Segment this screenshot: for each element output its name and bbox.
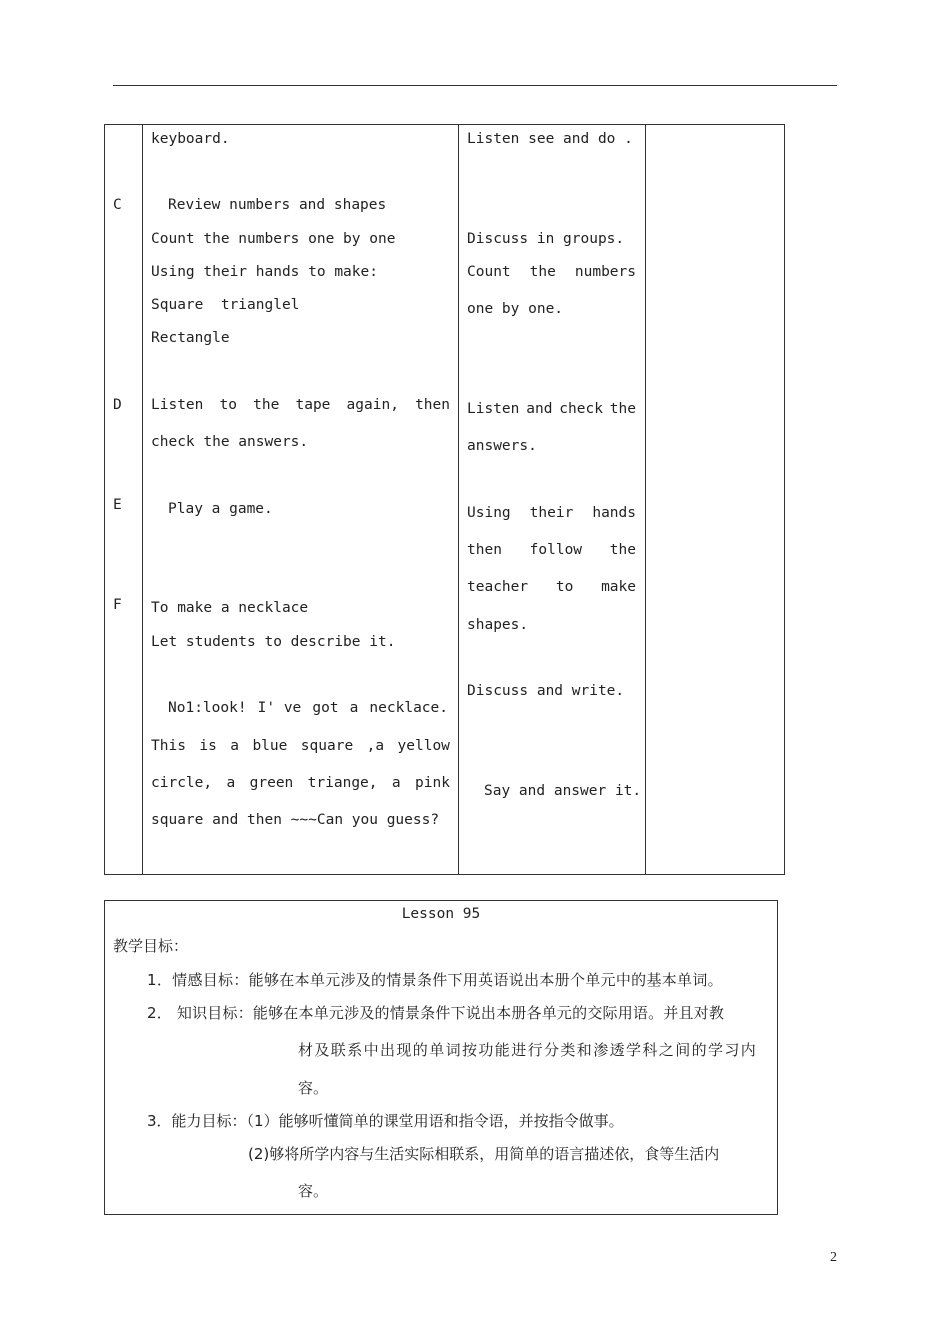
students-discuss-write: Discuss and write.	[467, 683, 625, 699]
lesson-title: Lesson 95	[401, 906, 481, 922]
word: check	[559, 401, 603, 417]
goal-3-line-1: 3．能力目标：（1）能够听懂简单的课堂用语和指令语，并按指令做事。	[147, 1112, 624, 1130]
word: is	[199, 738, 217, 754]
word: the	[609, 401, 636, 417]
word: the	[529, 264, 556, 280]
procedure-check-answers: check the answers.	[151, 434, 309, 450]
word: then	[467, 542, 502, 558]
procedure-describe: Let students to describe it.	[151, 634, 396, 650]
students-listen-check	[467, 402, 636, 417]
word: again,	[346, 397, 399, 413]
word: the	[609, 542, 636, 558]
students-listen-see: Listen see and do .	[467, 131, 633, 147]
word: Listen	[467, 401, 520, 417]
students-one-by-one: one by one.	[467, 301, 564, 317]
step-letter-f: F	[113, 597, 122, 613]
word: follow	[529, 542, 583, 558]
word: ,a	[366, 738, 385, 754]
word: teacher	[467, 579, 529, 595]
word: tape	[295, 397, 331, 413]
word: then	[415, 397, 450, 413]
students-shapes: shapes.	[467, 617, 529, 633]
word: and	[526, 401, 553, 417]
word: blue	[252, 738, 288, 754]
word: I' ve	[257, 700, 302, 716]
step-letter-d: D	[113, 397, 122, 413]
students-count	[467, 265, 636, 280]
word: to	[219, 397, 237, 413]
students-then	[467, 543, 636, 558]
word: yellow	[397, 738, 450, 754]
procedure-keyboard: keyboard.	[151, 131, 230, 147]
header-rule	[113, 85, 837, 86]
word: This	[151, 738, 186, 754]
students-discuss-groups: Discuss in groups.	[467, 231, 625, 247]
goal-3-line-2: (2)够将所学内容与生活实际相联系，用简单的语言描述依，食等生活内	[248, 1145, 720, 1163]
procedure-this-is	[151, 739, 450, 754]
word: the	[253, 397, 280, 413]
procedure-rectangle: Rectangle	[151, 330, 230, 346]
word: square	[300, 738, 354, 754]
word: circle,	[151, 775, 213, 791]
procedure-no1	[168, 701, 448, 716]
procedure-using-hands: Using their hands to make:	[151, 264, 378, 280]
word: Count	[467, 264, 511, 280]
word: hands	[592, 505, 636, 521]
word: a	[226, 775, 236, 791]
procedure-count: Count the numbers one by one	[151, 231, 396, 247]
procedure-necklace: To make a necklace	[151, 600, 309, 616]
goal-2-line-2: 材及联系中出现的单词按功能进行分类和渗透学科之间的学习内	[298, 1041, 758, 1059]
word: a	[230, 738, 239, 754]
procedure-square-then: square and then ~~~Can you guess?	[151, 812, 440, 828]
word: green	[249, 775, 294, 791]
students-using	[467, 506, 636, 521]
students-say-answer: Say and answer it.	[484, 783, 642, 799]
procedure-circle	[151, 776, 450, 791]
word: make	[601, 579, 636, 595]
step-letter-c: C	[113, 197, 122, 213]
goal-3-line-3: 容。	[298, 1182, 329, 1200]
procedure-review: Review numbers and shapes	[168, 197, 387, 213]
procedure-shapes-line: Square trianglel	[151, 297, 300, 313]
word: pink	[415, 775, 450, 791]
procedure-play-game: Play a game.	[168, 501, 273, 517]
word: No1:look!	[168, 700, 247, 716]
word: got	[312, 700, 339, 716]
goal-1: 1．情感目标：能够在本单元涉及的情景条件下用英语说出本册个单元中的基本单词。	[147, 971, 723, 989]
students-teacher	[467, 580, 636, 595]
goals-heading: 教学目标：	[113, 937, 189, 955]
word: their	[529, 505, 574, 521]
procedure-listen-tape	[151, 398, 450, 413]
word: a	[349, 700, 359, 716]
word: triange,	[307, 775, 378, 791]
goal-2-line-3: 容。	[298, 1079, 329, 1097]
word: a	[391, 775, 401, 791]
goal-2-line-1: 2． 知识目标：能够在本单元涉及的情景条件下说出本册各单元的交际用语。并且对教	[147, 1004, 725, 1022]
students-answers: answers.	[467, 438, 537, 454]
page-number: 2	[830, 1250, 837, 1265]
word: numbers	[574, 264, 636, 280]
word: Listen	[151, 397, 204, 413]
word: necklace.	[369, 700, 448, 716]
word: to	[555, 579, 574, 595]
step-letter-e: E	[113, 497, 122, 513]
word: Using	[467, 505, 511, 521]
